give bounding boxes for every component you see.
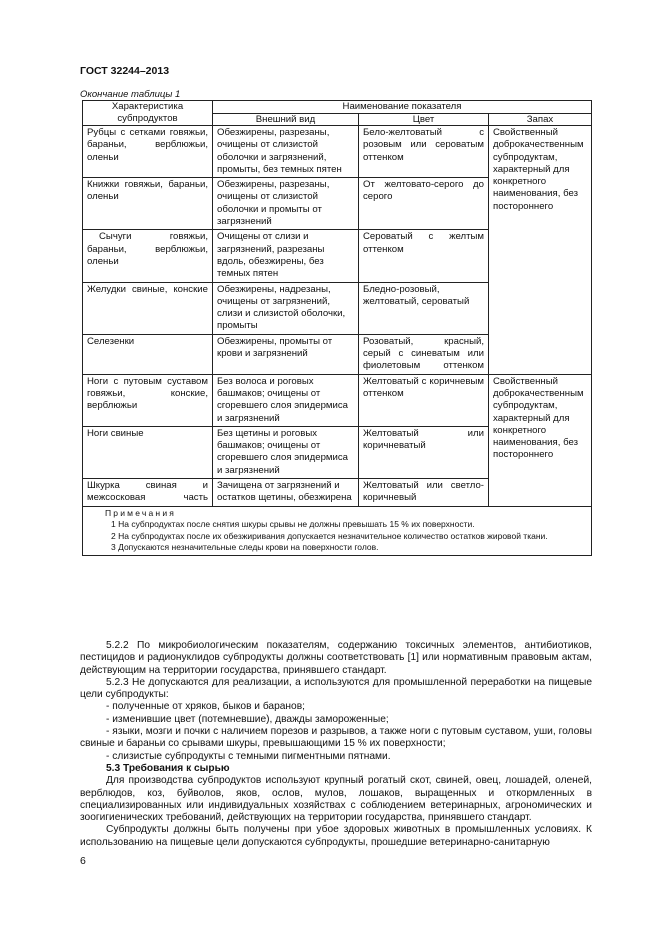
row-name: Шкурка свиная и межсосковая часть bbox=[83, 479, 213, 507]
row-smell: Свойственный доброкачественным субпродуктам, характерный для конкретного наименования, без постороннего bbox=[489, 126, 592, 375]
row-color: Бледно-розовый, желтоватый, сероватый bbox=[359, 282, 489, 334]
row-name: Ноги свиные bbox=[83, 426, 213, 478]
header-smell: Запах bbox=[489, 113, 592, 126]
row-name: Ноги с путовым суставом говяжьи, конские, верблюжьи bbox=[83, 374, 213, 426]
list-item: - полученные от хряков, быков и баранов; bbox=[106, 701, 305, 713]
row-name: Рубцы с сетками говяжьи, бараньи, верблюжьи, оленьи bbox=[83, 126, 213, 178]
row-name: Сычуги говяжьи, бараньи, верблюжьи, оленьи bbox=[83, 230, 213, 282]
header-characteristic: Характеристика субпродуктов bbox=[83, 101, 213, 126]
row-color: Желтоватый или коричневатый bbox=[359, 426, 489, 478]
row-color: Сероватый с желтым оттенком bbox=[359, 230, 489, 282]
row-appearance: Очищены от слизи и загрязнений, разрезаны вдоль, обезжирены, без темных пятен bbox=[213, 230, 359, 282]
notes-title: Примечания bbox=[105, 507, 177, 518]
page-number: 6 bbox=[80, 855, 86, 867]
row-color: Желтоватый или светло-коричневый bbox=[359, 479, 489, 507]
header-color: Цвет bbox=[359, 113, 489, 126]
document-header: ГОСТ 32244–2013 bbox=[80, 65, 170, 77]
list-item: - слизистые субпродукты с темными пигментными пятнами. bbox=[106, 750, 391, 762]
row-name: Селезенки bbox=[83, 334, 213, 374]
table-row bbox=[83, 126, 592, 178]
note-item: 2 На субпродуктах после их обезжиривания допускается незначительное количество остатков жировой ткани. bbox=[111, 530, 548, 541]
section-heading-5-3: 5.3 Требования к сырью bbox=[106, 762, 230, 774]
row-appearance: Без волоса и роговых башмаков; очищены от сгоревшего слоя эпидермиса и загрязнений bbox=[213, 374, 359, 426]
products-table bbox=[82, 100, 592, 556]
paragraph-5-2-3: 5.2.3 Не допускаются для реализации, а используются для промышленной переработки на пищевые цели субпродукты: bbox=[80, 676, 592, 701]
row-name: Книжки говяжьи, бараньи, оленьи bbox=[83, 178, 213, 230]
paragraph-raw-materials: Для производства субпродуктов используют крупный рогатый скот, свиней, овец, лошадей, оленей, верблюдов, коз, буйволов, яков, ослов, мулов, лошаков, выращенных и откормленных в специализированных или индивидуальных хозяйствах с соблюдением ветеринарных, агрономических и зоогигиенических требований, действующих на территории государства, принявшего стандарт. bbox=[80, 775, 592, 824]
row-smell: Свойственный доброкачественным субпродуктам, характерный для конкретного наименования, без постороннего bbox=[489, 374, 592, 506]
list-item: - языки, мозги и почки с наличием порезов и разрывов, а также ноги с путовым суставом, уши, головы свиные и бараньи со срывами шкуры, превышающими 15 % их поверхности; bbox=[80, 726, 592, 750]
row-color: Розоватый, красный, серый с синеватым или фиолетовым оттенком bbox=[359, 334, 489, 374]
row-color: От желтовато-серого до серого bbox=[359, 178, 489, 230]
row-appearance: Обезжирены, разрезаны, очищены от слизистой оболочки и промыты от загрязнений bbox=[213, 178, 359, 230]
note-item: 3 Допускаются незначительные следы крови на поверхности голов. bbox=[111, 542, 379, 553]
row-color: Бело-желтоватый с розовым или сероватым оттенком bbox=[359, 126, 489, 178]
body-text bbox=[80, 640, 592, 849]
table-caption: Окончание таблицы 1 bbox=[80, 89, 181, 100]
notes-row bbox=[83, 506, 592, 555]
row-appearance: Обезжирены, промыты от крови и загрязнений bbox=[213, 334, 359, 374]
row-appearance: Обезжирены, надрезаны, очищены от загрязнений, слизи и слизистой оболочки, промыты bbox=[213, 282, 359, 334]
header-indicator-group: Наименование показателя bbox=[213, 101, 592, 114]
row-appearance: Обезжирены, разрезаны, очищены от слизистой оболочки и загрязнений, промыты, без темных пятен bbox=[213, 126, 359, 178]
row-appearance: Без щетины и роговых башмаков; очищены от сгоревшего слоя эпидермиса и загрязнений bbox=[213, 426, 359, 478]
row-name: Желудки свиные, конские bbox=[83, 282, 213, 334]
note-item: 1 На субпродуктах после снятия шкуры срывы не должны превышать 15 % их поверхности. bbox=[111, 519, 475, 530]
list-item: - изменившие цвет (потемневшие), дважды замороженные; bbox=[106, 713, 389, 725]
header-appearance: Внешний вид bbox=[213, 113, 359, 126]
paragraph-5-2-2: 5.2.2 По микробиологическим показателям, содержанию токсичных элементов, антибиотиков, пестицидов и радионуклидов субпродукты должны соответствовать [1] или нормативным правовым актам, действующим на территории государства, принявшего стандарт. bbox=[80, 640, 592, 676]
table-row bbox=[83, 374, 592, 426]
paragraph-slaughter: Субпродукты должны быть получены при убое здоровых животных в промышленных условиях. К использованию на пищевые цели допускаются субпродукты, прошедшие ветеринарно-санитарную bbox=[80, 824, 592, 848]
row-appearance: Зачищена от загрязнений и остатков щетины, обезжирена bbox=[213, 479, 359, 507]
row-color: Желтоватый с коричневым оттенком bbox=[359, 374, 489, 426]
